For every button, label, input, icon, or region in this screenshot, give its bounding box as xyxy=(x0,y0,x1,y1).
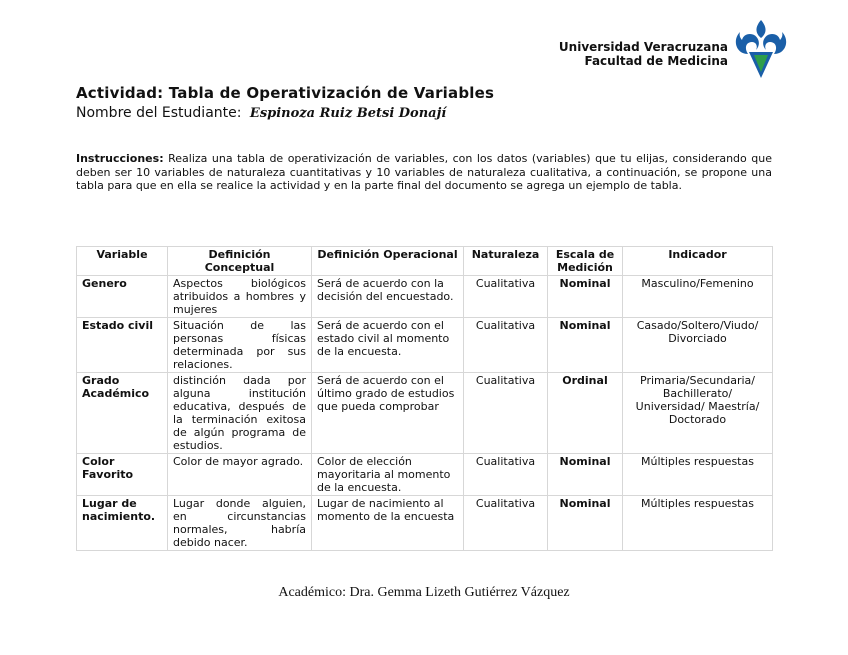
header-nature: Naturaleza xyxy=(464,247,548,276)
university-logo-icon xyxy=(734,18,788,80)
cell-operational: Será de acuerdo con el último grado de estudios que pueda comprobar xyxy=(312,373,464,454)
cell-conceptual: Lugar donde alguien, en circunstancias normales, habría debido nacer. xyxy=(168,496,312,551)
header-indicator: Indicador xyxy=(623,247,773,276)
instructions xyxy=(76,152,772,193)
faculty-name: Facultad de Medicina xyxy=(584,54,728,68)
cell-indicator: Múltiples respuestas xyxy=(623,496,773,551)
cell-scale: Nominal xyxy=(548,276,623,318)
cell-indicator: Primaria/Secundaria/ Bachillerato/ Universidad/ Maestría/ Doctorado xyxy=(623,373,773,454)
cell-variable: Color Favorito xyxy=(77,454,168,496)
table-row xyxy=(77,454,773,496)
cell-scale: Nominal xyxy=(548,454,623,496)
header-variable: Variable xyxy=(77,247,168,276)
header-operational: Definición Operacional xyxy=(312,247,464,276)
page-title: Actividad: Tabla de Operativización de Variables xyxy=(76,84,495,102)
cell-scale: Nominal xyxy=(548,318,623,373)
cell-conceptual: Color de mayor agrado. xyxy=(168,454,312,496)
university-name: Universidad Veracruzana xyxy=(558,40,728,54)
cell-operational: Color de elección mayoritaria al momento de la encuesta. xyxy=(312,454,464,496)
cell-indicator: Casado/Soltero/Viudo/ Divorciado xyxy=(623,318,773,373)
instructions-text: Realiza una tabla de operativización de variables, con los datos (variables) que tu elijas, considerando que deben ser 10 variables de naturaleza cuantitativas y 10 variables de naturaleza cualitativa, a continuación, se propone una tabla para que en ella se realice la actividad y en la parte final del documento se agrega un ejemplo de tabla. xyxy=(76,152,772,192)
cell-operational: Será de acuerdo con la decisión del encuestado. xyxy=(312,276,464,318)
student-line xyxy=(76,105,446,121)
header-conceptual: Definición Conceptual xyxy=(168,247,312,276)
cell-nature: Cualitativa xyxy=(464,276,548,318)
student-label: Nombre del Estudiante: xyxy=(76,105,242,121)
cell-operational: Lugar de nacimiento al momento de la encuesta xyxy=(312,496,464,551)
cell-conceptual: Aspectos biológicos atribuidos a hombres y mujeres xyxy=(168,276,312,318)
cell-indicator: Múltiples respuestas xyxy=(623,454,773,496)
cell-scale: Ordinal xyxy=(548,373,623,454)
cell-scale: Nominal xyxy=(548,496,623,551)
cell-nature: Cualitativa xyxy=(464,454,548,496)
cell-nature: Cualitativa xyxy=(464,373,548,454)
table-row xyxy=(77,318,773,373)
academic-footer: Académico: Dra. Gemma Lizeth Gutiérrez Vázquez xyxy=(278,585,570,600)
cell-variable: Grado Académico xyxy=(77,373,168,454)
cell-nature: Cualitativa xyxy=(464,496,548,551)
cell-variable: Genero xyxy=(77,276,168,318)
cell-indicator: Masculino/Femenino xyxy=(623,276,773,318)
operationalization-table xyxy=(76,246,773,551)
cell-conceptual: distinción dada por alguna institución educativa, después de la terminación exitosa de algún programa de estudios. xyxy=(168,373,312,454)
cell-nature: Cualitativa xyxy=(464,318,548,373)
table-row xyxy=(77,276,773,318)
institution-header xyxy=(559,40,728,68)
student-name: Espinoza Ruiz Betsi Donají xyxy=(249,106,447,121)
cell-variable: Lugar de nacimiento. xyxy=(77,496,168,551)
instructions-label: Instrucciones: xyxy=(76,152,164,165)
cell-variable: Estado civil xyxy=(77,318,168,373)
cell-conceptual: Situación de las personas físicas determinada por sus relaciones. xyxy=(168,318,312,373)
header-scale: Escala de Medición xyxy=(548,247,623,276)
table-header-row xyxy=(77,247,773,276)
table-row xyxy=(77,373,773,454)
cell-operational: Será de acuerdo con el estado civil al momento de la encuesta. xyxy=(312,318,464,373)
table-row xyxy=(77,496,773,551)
